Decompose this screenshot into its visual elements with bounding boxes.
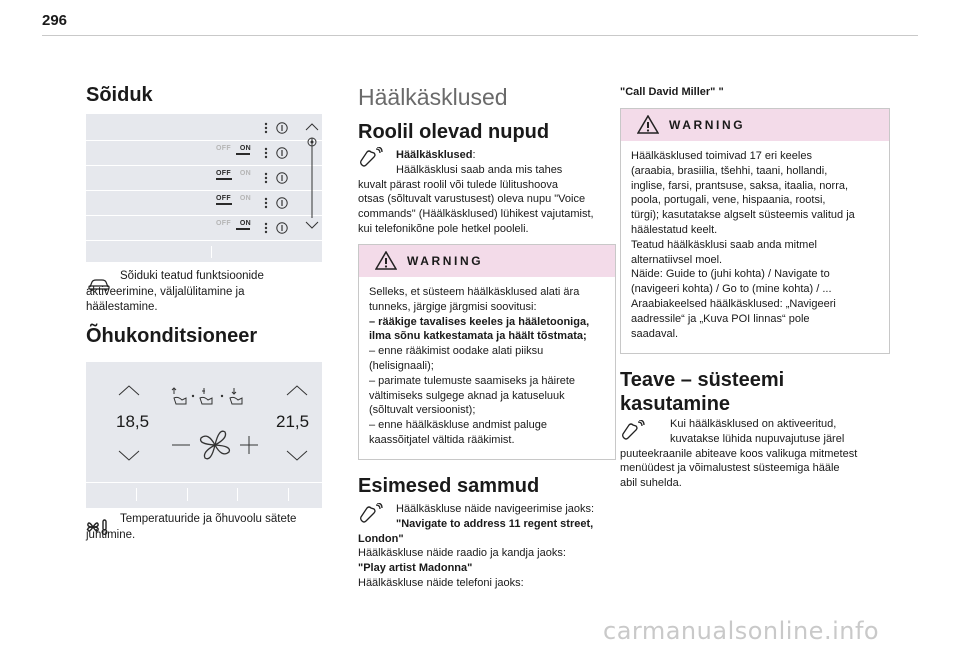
text-line: otsas (sõltuvalt varustusest) oleva nupu "Voice bbox=[358, 193, 586, 206]
text-line: "Play artist Madonna" bbox=[358, 562, 473, 575]
text-line: kuvalt pärast roolil või tulede lülitushoova bbox=[358, 178, 558, 191]
text-line: türgi); kasutatakse algselt süsteemis valitud ja bbox=[631, 209, 855, 222]
text-line: Häälkäsklused toimivad 17 eri keeles bbox=[631, 150, 812, 162]
warning-header bbox=[359, 245, 615, 277]
temp-left-up-icon[interactable] bbox=[118, 384, 140, 396]
text-line: abil suhelda. bbox=[620, 477, 682, 490]
call-example: "Call David Miller" " bbox=[620, 86, 724, 98]
text-line: aadressile“ ja „Kuva POI linnas“ pole bbox=[631, 312, 810, 325]
toggle-off-label: OFF bbox=[216, 145, 231, 152]
text-line: tunneks, järgige järgmisi soovitusi: bbox=[369, 300, 537, 313]
text-line: Häälkäskluse näide navigeerimise jaoks: bbox=[396, 503, 595, 515]
text-line: (helisignaali); bbox=[369, 359, 434, 372]
steering-lead: Häälkäsklused: bbox=[396, 149, 476, 161]
text-line: puuteekraanile abiteave koos valikuga mitmetest bbox=[620, 447, 858, 460]
text-line: – enne rääkimist oodake alati piiksu bbox=[369, 345, 544, 358]
warning-box-2 bbox=[620, 108, 890, 354]
text-line: commands" (Häälkäsklused) lühikest vajutamist, bbox=[358, 208, 594, 221]
steering-lead-bold: Häälkäsklused bbox=[396, 149, 473, 161]
toggle-off-label: OFF bbox=[216, 195, 231, 202]
text-line: kuvatakse lühida nupuvajutuse järel bbox=[670, 432, 845, 445]
toggle-row-3[interactable] bbox=[216, 195, 251, 205]
text-line: Näide: Guide to (juhi kohta) / Navigate to bbox=[631, 268, 830, 281]
steering-lines bbox=[358, 163, 618, 237]
text-line: (araabia, brasiilia, tšehhi, taani, hollandi, bbox=[631, 164, 828, 177]
steering-buttons-title: Roolil olevad nupud bbox=[358, 121, 550, 143]
text-line: Kui häälkäsklused on aktiveeritud, bbox=[670, 418, 837, 430]
text-line: (sõltuvalt versioonist); bbox=[369, 404, 476, 417]
air-distribution-icons[interactable] bbox=[170, 386, 260, 406]
text-line: kaassõitjatel vältida rääkimist. bbox=[369, 433, 515, 446]
warning-icon bbox=[375, 251, 397, 270]
warning-icon bbox=[637, 115, 659, 134]
text-line: Häälkäskluse näide raadio ja kandja jaoks: bbox=[358, 547, 566, 560]
info-title bbox=[620, 368, 784, 416]
vehicle-title: Sõiduk bbox=[86, 84, 153, 106]
temp-left-down-icon[interactable] bbox=[118, 450, 140, 462]
temp-right-value: 21,5 bbox=[276, 412, 310, 431]
options-icon bbox=[262, 146, 292, 160]
text-line: Teatud häälkäsklusi saab anda mitmel bbox=[631, 238, 817, 251]
text-line: Häälkäskluse näide telefoni jaoks: bbox=[358, 576, 524, 589]
toggle-on-label: ON bbox=[239, 170, 252, 177]
text-line: (navigeeri kohta) / Go to (mine kohta) / ... bbox=[631, 283, 832, 296]
text-line: "Navigate to address 11 regent street, bbox=[396, 517, 594, 530]
toggle-on-label: ON bbox=[239, 220, 252, 227]
toggle-off-label: OFF bbox=[216, 170, 231, 177]
info-lines bbox=[620, 417, 892, 491]
text-line: ilma sõnu katkestamata ja häält tõstmata; bbox=[369, 330, 587, 343]
options-icon bbox=[262, 221, 292, 235]
info-title-line-1: Teave – süsteemi bbox=[620, 369, 785, 391]
header-rule bbox=[42, 35, 918, 36]
text-line: vältimiseks sulgege aknad ja katuseluuk bbox=[369, 389, 565, 402]
options-icon bbox=[262, 196, 292, 210]
temp-right-up-icon[interactable] bbox=[286, 384, 308, 396]
fan-controls[interactable] bbox=[170, 428, 260, 462]
text-line: – parimate tulemuste saamiseks ja häirete bbox=[369, 374, 576, 387]
text-line: – enne häälkäskluse andmist paluge bbox=[369, 419, 547, 432]
text-line: Häälkäsklusi saab anda mis tahes bbox=[396, 163, 563, 176]
text-line: inglise, farsi, prantsuse, saksa, itaalia, norra, bbox=[631, 179, 849, 192]
options-icon bbox=[262, 121, 292, 135]
text-line: – rääkige tavalises keeles ja hääletooniga, bbox=[369, 315, 590, 328]
toggle-on-label: ON bbox=[239, 195, 252, 202]
vehicle-screen bbox=[86, 114, 322, 262]
text-line: menüüdest ja võimalustest süsteemiga hääle bbox=[620, 462, 840, 475]
options-icon bbox=[262, 171, 292, 185]
ac-screen bbox=[86, 362, 322, 508]
page-number: 296 bbox=[42, 12, 68, 29]
text-line: saadaval. bbox=[631, 327, 679, 340]
text-line: Selleks, et süsteem häälkäsklused alati ära bbox=[369, 286, 580, 298]
temp-right-down-icon[interactable] bbox=[286, 450, 308, 462]
watermark: carmanualsonline.info bbox=[603, 617, 880, 645]
toggle-row-1[interactable] bbox=[216, 145, 251, 155]
toggle-off-label: OFF bbox=[216, 220, 231, 227]
info-title-line-2: kasutamine bbox=[620, 393, 731, 415]
warning-title: WARNING bbox=[669, 118, 746, 132]
first-steps-lines bbox=[358, 502, 618, 591]
text-line: kui telefonikõne pole hetkel pooleli. bbox=[358, 222, 529, 235]
warning-title: WARNING bbox=[407, 254, 484, 268]
ac-description: Temperatuuride ja õhuvoolu sätete juhtimine. bbox=[86, 513, 297, 541]
temp-left-value: 18,5 bbox=[116, 412, 150, 431]
text-line: poola, portugali, vene, hispaania, rootsi, bbox=[631, 194, 826, 207]
ac-title: Õhukonditsioneer bbox=[86, 325, 258, 347]
text-line: Araabiakeelsed häälkäsklused: „Navigeeri bbox=[631, 297, 836, 310]
warning-box-1 bbox=[358, 244, 616, 460]
text-line: häälestatud keelt. bbox=[631, 223, 718, 236]
warning-header bbox=[621, 109, 889, 141]
toggle-on-label: ON bbox=[239, 145, 252, 152]
toggle-row-2[interactable] bbox=[216, 170, 251, 180]
first-steps-title: Esimesed sammud bbox=[358, 475, 540, 497]
voice-commands-title: Häälkäsklused bbox=[358, 84, 508, 110]
toggle-row-4[interactable] bbox=[216, 220, 251, 230]
text-line: alternatiivsel moel. bbox=[631, 253, 723, 266]
text-line: London" bbox=[358, 532, 404, 545]
scrollbar[interactable] bbox=[303, 120, 321, 232]
vehicle-description: Sõiduki teatud funktsioonide aktiveerimine, väljalülitamine ja häälestamine. bbox=[86, 270, 264, 313]
